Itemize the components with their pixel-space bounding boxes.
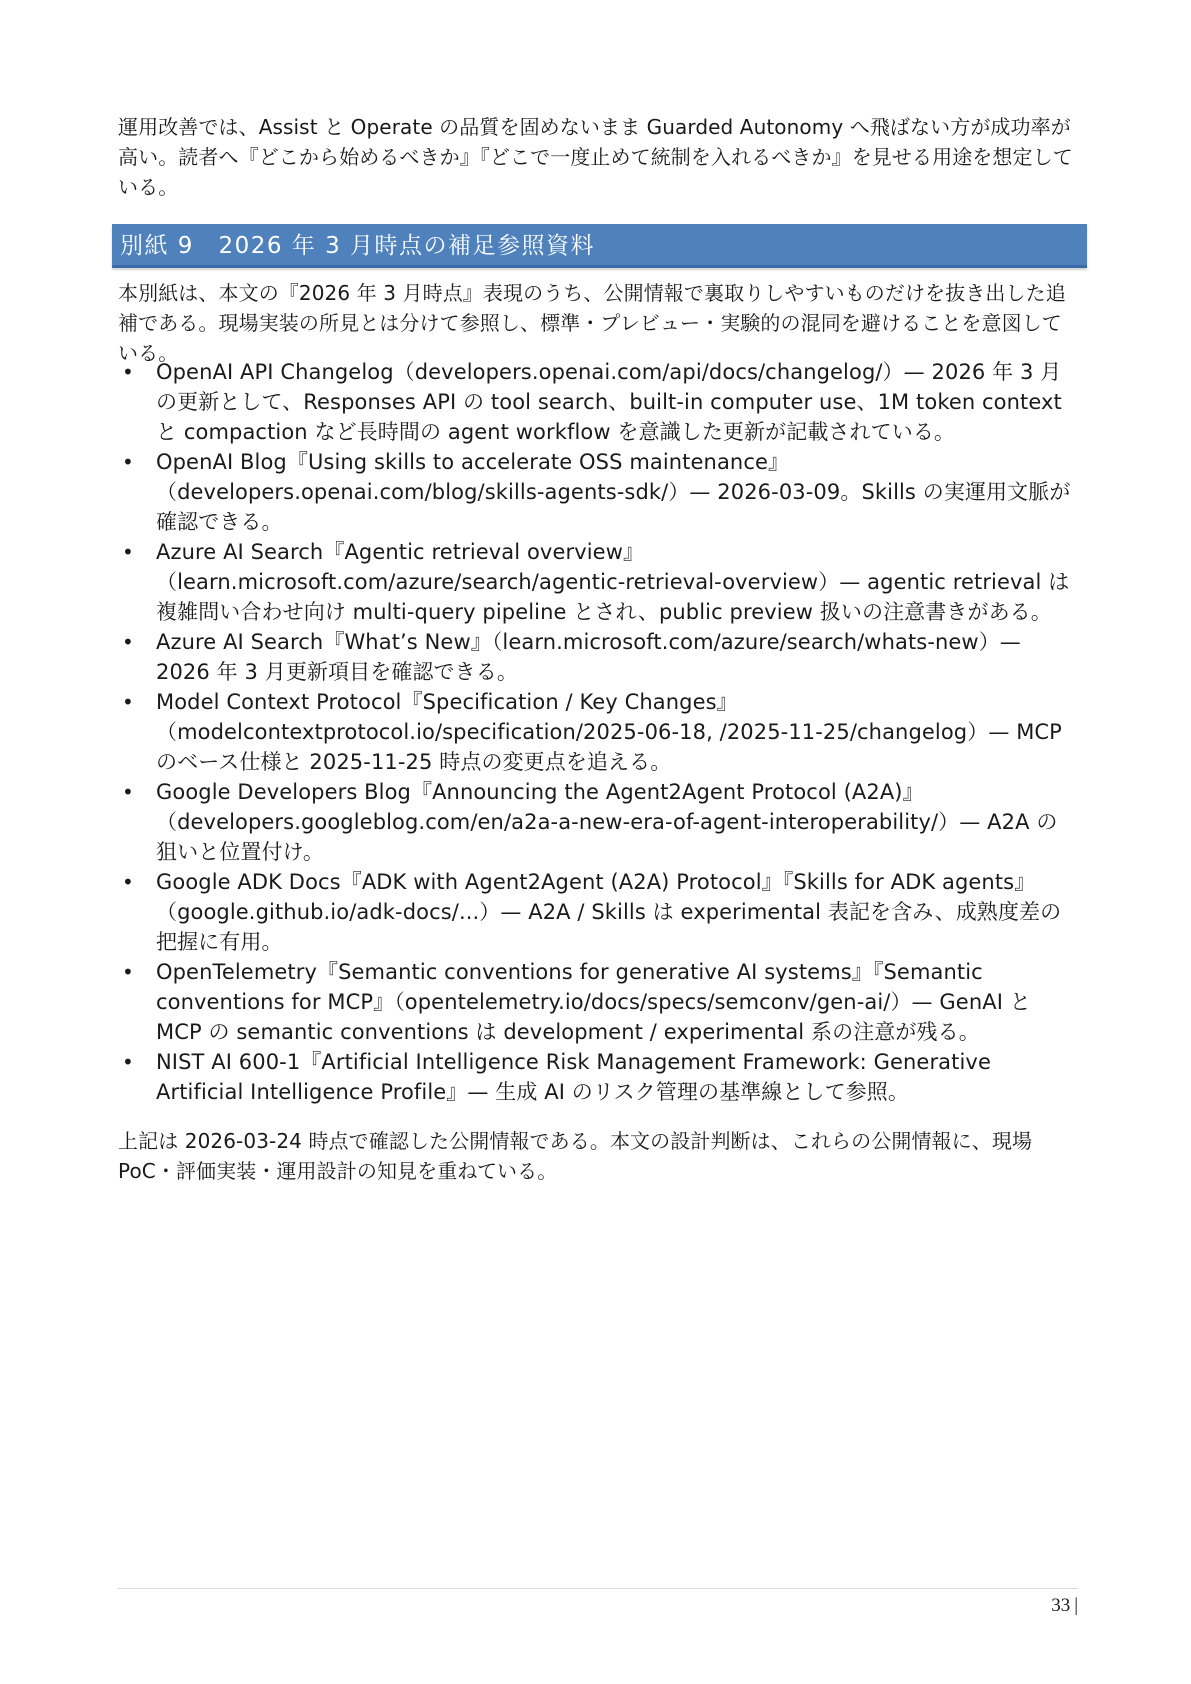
section-lead-paragraph: 本別紙は、本文の『2026 年 3 月時点』表現のうち、公開情報で裏取りしやすいものだけを抜き出した追補である。現場実装の所見とは分けて参照し、標準・プレビュー・実験的の混同を避けることを意図している。 — [118, 281, 1066, 365]
reference-item — [118, 777, 1078, 867]
reference-text: Google ADK Docs『ADK with Agent2Agent (A2A) Protocol』『Skills for ADK agents』（google.github.io/adk-docs/...）— A2A / Skills は experimental 表記を含み、成熟度差の把握に有用。 — [156, 870, 1062, 954]
footer-divider — [118, 1588, 1078, 1589]
bullet-icon: • — [122, 690, 134, 714]
reference-text: Azure AI Search『What’s New』（learn.microsoft.com/azure/search/whats-new）— 2026 年 3 月更新項目を確認できる。 — [156, 630, 1021, 684]
page-number-separator: | — [1074, 1595, 1078, 1616]
reference-item — [118, 537, 1078, 627]
reference-item — [118, 867, 1078, 957]
bullet-icon: • — [122, 540, 134, 564]
bullet-icon: • — [122, 960, 134, 984]
bullet-icon: • — [122, 630, 134, 654]
reference-item — [118, 1047, 1078, 1107]
bullet-icon: • — [122, 780, 134, 804]
intro-paragraph: 運用改善では、Assist と Operate の品質を固めないまま Guarded Autonomy へ飛ばない方が成功率が高い。読者へ『どこから始めるべきか』『どこで一度止めて統制を入れるべきか』を見せる用途を想定している。 — [118, 115, 1073, 199]
reference-text: NIST AI 600-1『Artificial Intelligence Risk Management Framework: Generative Artificial Intelligence Profile』— 生成 AI のリスク管理の基準線として参照。 — [156, 1050, 991, 1104]
reference-text: OpenAI Blog『Using skills to accelerate OSS maintenance』（developers.openai.com/blog/skills-agents-sdk/）— 2026-03-09。Skills の実運用文脈が確認できる。 — [156, 450, 1071, 534]
bullet-icon: • — [122, 870, 134, 894]
reference-item — [118, 627, 1078, 687]
reference-item — [118, 687, 1078, 777]
reference-list — [118, 357, 1078, 1107]
reference-text: Azure AI Search『Agentic retrieval overview』（learn.microsoft.com/azure/search/agentic-retrieval-overview）— agentic retrieval は複雑問い合わせ向け multi-query pipeline とされ、public preview 扱いの注意書きがある。 — [156, 540, 1070, 624]
bullet-icon: • — [122, 1050, 134, 1074]
reference-text: OpenTelemetry『Semantic conventions for generative AI systems』『Semantic conventions for MCP』（opentelemetry.io/docs/specs/semconv/gen-ai/）— GenAI と MCP の semantic conventions は development / experimental 系の注意が残る。 — [156, 960, 1031, 1044]
reference-item — [118, 357, 1078, 447]
page-number — [1051, 1594, 1078, 1618]
reference-text: Model Context Protocol『Specification / Key Changes』（modelcontextprotocol.io/specification/2025-06-18, /2025-11-25/changelog）— MCP のベース仕様と 2025-11-25 時点の変更点を追える。 — [156, 690, 1062, 774]
page-number-value: 33 — [1051, 1595, 1071, 1616]
closing-paragraph: 上記は 2026-03-24 時点で確認した公開情報である。本文の設計判断は、これらの公開情報に、現場 PoC・評価実装・運用設計の知見を重ねている。 — [118, 1129, 1033, 1183]
reference-item — [118, 957, 1078, 1047]
reference-text: OpenAI API Changelog（developers.openai.com/api/docs/changelog/）— 2026 年 3 月の更新として、Responses API の tool search、built-in computer use、1M token context と compaction など長時間の agent workflow を意識した更新が記載されている。 — [156, 360, 1062, 444]
bullet-icon: • — [122, 360, 134, 384]
reference-text: Google Developers Blog『Announcing the Agent2Agent Protocol (A2A)』（developers.googleblog.com/en/a2a-a-new-era-of-agent-interoperability/）— A2A の狙いと位置付け。 — [156, 780, 1058, 864]
section-heading: 別紙 9 2026 年 3 月時点の補足参照資料 — [112, 224, 1087, 268]
reference-item — [118, 447, 1078, 537]
bullet-icon: • — [122, 450, 134, 474]
